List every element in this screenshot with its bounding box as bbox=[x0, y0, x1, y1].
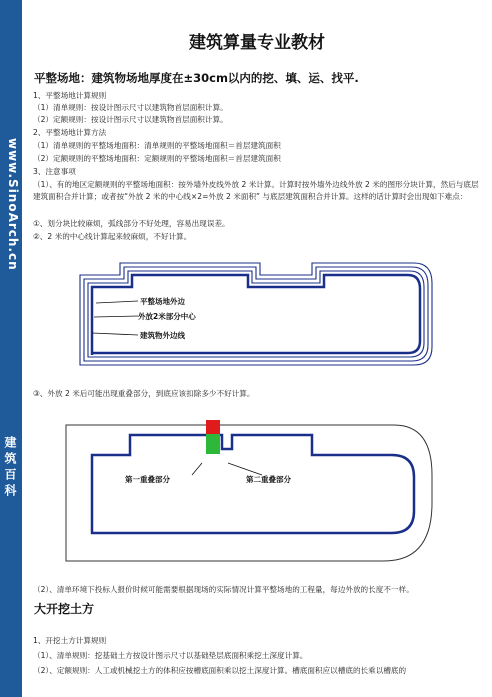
text-line: 1、平整场地计算规则 bbox=[33, 91, 107, 100]
label-2m-centerline: 外放2米部分中心 bbox=[138, 312, 196, 321]
text-line: ②、2 米的中心线计算起来较麻烦，不好计算。 bbox=[33, 232, 192, 241]
document-page bbox=[22, 0, 492, 697]
left-sidebar-band bbox=[0, 0, 22, 697]
sidebar-url: www.SinoArch.cn bbox=[6, 138, 20, 271]
text-line: （1）清单规则的平整场地面积：清单规则的平整场地面积＝首层建筑面积 bbox=[33, 141, 281, 150]
label-building-outline: 建筑物外边线 bbox=[140, 331, 185, 340]
section-heading-site-leveling: 平整场地：建筑物场地厚度在±30cm以内的挖、填、运、找平. bbox=[34, 71, 359, 85]
text-line: （2）、定额规则：人工或机械挖土方的体积应按槽底面积乘以挖土深度计算。槽底面积应以槽底的长乘以槽底的 bbox=[33, 666, 407, 675]
text-paragraph: （1）、有的地区定额规则的平整场地面积：按外墙外皮线外放 2 米计算。计算时按外墙外边线外放 2 米的图形分块计算，然后与底层建筑面积合并计算；或者按“外放 2 米的中心线×2=外放 2 米面积” 与底层建筑面积合并计算。这样的话计算时会出现如下难点： bbox=[33, 180, 479, 201]
label-site-outer-edge: 平整场地外边 bbox=[140, 297, 185, 306]
green-overlap-marker bbox=[206, 434, 220, 454]
outer-site-boundary bbox=[66, 425, 432, 561]
text-line: 3、注意事项 bbox=[33, 167, 76, 176]
text-line: ③、外放 2 米后可能出现重叠部分，到底应该扣除多少不好计算。 bbox=[33, 389, 255, 398]
section-heading-excavation: 大开挖土方 bbox=[34, 602, 95, 616]
figure-site-boundary-diagram bbox=[22, 255, 492, 375]
text-line: （1）清单规则：按设计图示尺寸以建筑物首层面积计算。 bbox=[33, 103, 228, 112]
text-line: 1、开挖土方计算规则 bbox=[33, 636, 107, 645]
text-line: （2）、清单环境下投标人报价时候可能需要根据现场的实际情况计算平整场地的工程量，每边外放的长度不一样。 bbox=[33, 585, 414, 594]
sidebar-site-name: 建筑百科 bbox=[3, 436, 17, 500]
text-line: （1）、清单规则：挖基础土方按设计图示尺寸以基础垫层底面积乘挖土深度计算。 bbox=[33, 651, 308, 660]
text-line: （2）定额规则：按设计图示尺寸以建筑物首层面积计算。 bbox=[33, 115, 228, 124]
figure-overlap-diagram bbox=[22, 415, 492, 570]
text-line: ①、划分块比较麻烦，弧线部分不好处理，容易出现误差。 bbox=[33, 219, 230, 228]
label-first-overlap: 第一重叠部分 bbox=[125, 475, 170, 484]
building-outline-thick bbox=[92, 435, 414, 533]
page-title: 建筑算量专业教材 bbox=[189, 33, 325, 53]
red-overlap-marker bbox=[206, 420, 220, 434]
middle-boundary-line bbox=[84, 267, 428, 361]
text-line: 2、平整场地计算方法 bbox=[33, 128, 107, 137]
label-second-overlap: 第二重叠部分 bbox=[246, 475, 291, 484]
text-line: （2）定额规则的平整场地面积：定额规则的平整场地面积＝首层建筑面积 bbox=[33, 154, 281, 163]
